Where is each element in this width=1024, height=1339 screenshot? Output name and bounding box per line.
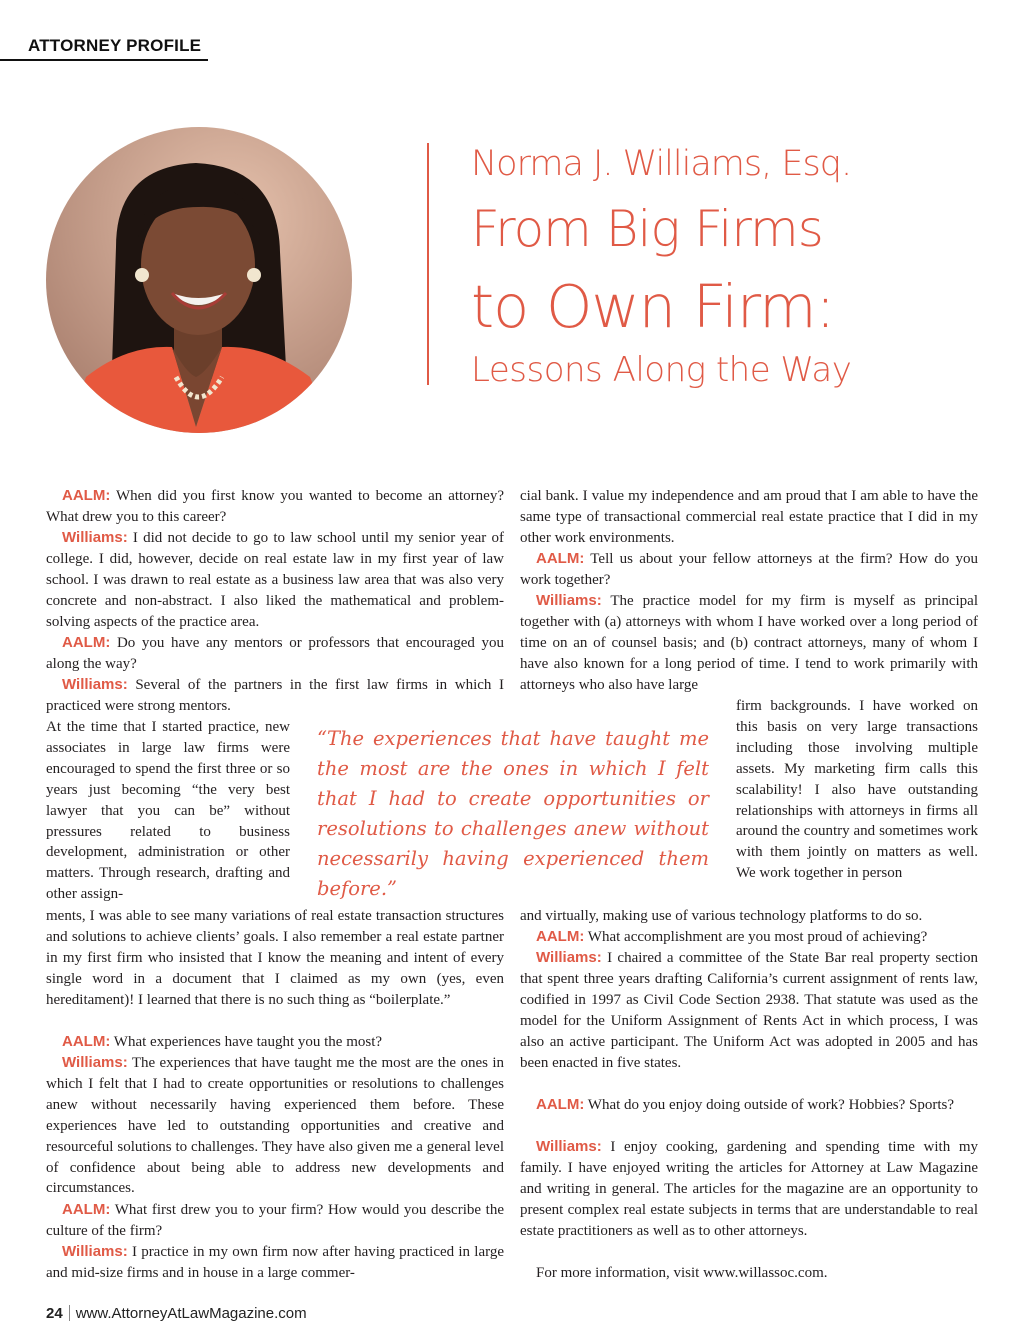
interview-paragraph [520,906,978,927]
interview-paragraph [46,528,504,633]
narrow-paragraph-right: firm backgrounds. I have worked on this basis on very large transactions including those involving multiple assets. My marketing firm calls this scalability! I also have outstanding relationships with attorneys in firms all around the country and sometimes work with them jointly on matters as well. We work together in person [736,698,978,882]
speaker-label: Williams: [62,676,128,693]
speaker-label: AALM: [536,550,585,567]
page-number: 24 [46,1305,63,1322]
interview-paragraph [520,549,978,591]
paragraph-text: What accomplishment are you most proud of achieving? [584,929,928,945]
speaker-label: AALM: [62,1201,111,1218]
speaker-label: Williams: [62,1054,128,1071]
speaker-label: Williams: [536,949,602,966]
interview-paragraph [46,906,504,1011]
paragraph-text: and virtually, making use of various technology platforms to do so. [520,908,923,924]
interview-paragraph [520,591,978,696]
interview-paragraph [46,1242,504,1284]
interview-paragraph [520,1095,978,1116]
attorney-portrait [46,127,352,433]
paragraph-text: ments, I was able to see many variations of real estate transaction structures and solutions to achieve clients’ goals. I also remember a real estate partner in my first firm who insisted that I know the meaning and intent of every single word in a document that I claimed as my own (yes, even hereditament)! I learned that there is no such thing as “boilerplate.” [46,908,504,1008]
section-rule [0,59,208,61]
title-divider [427,143,429,385]
paragraph-text: For more information, visit www.willassoc.com. [536,1265,828,1281]
paragraph-text: I practice in my own firm now after having practiced in large and mid-size firms and in house in a large commer- [46,1244,504,1281]
interview-paragraph [46,1200,504,1242]
interview-paragraph [46,633,504,675]
paragraph-text: When did you first know you wanted to become an attorney? What drew you to this career? [46,488,504,525]
paragraph-text: What do you enjoy doing outside of work? Hobbies? Sports? [584,1097,954,1113]
pull-quote: “The experiences that have taught me the most are the ones in which I felt that I had to create opportunities or resolutions to challenges anew without necessarily having experienced them before.” [317,727,709,900]
paragraph-text: What first drew you to your firm? How would you describe the culture of the firm? [46,1202,504,1239]
interview-paragraph [46,675,504,717]
headline-line-2: to Own Firm: [471,272,835,341]
speaker-label: AALM: [536,928,585,945]
interview-paragraph [520,927,978,948]
speaker-label: Williams: [536,1138,602,1155]
paragraph-text: cial bank. I value my independence and am proud that I am able to have the same type of transactional commercial real estate practice that I did in my other work environments. [520,488,978,546]
paragraph-text: The experiences that have taught me the most are the ones in which I felt that I had to create opportunities or resolutions to challenges anew without necessarily having experienced them before. These experiences have led to outstanding opportunities and creative and resourceful solutions to challenges. They have also given me a general level of confidence about being able to address new developments and circumstances. [46,1055,504,1197]
speaker-label: AALM: [62,487,111,504]
headline-line-1: From Big Firms [471,200,823,258]
interview-paragraph [520,1263,978,1284]
headline-subtitle: Lessons Along the Way [471,350,852,390]
paragraph-text: What experiences have taught you the most? [110,1034,383,1050]
narrow-paragraph-left: At the time that I started practice, new associates in large law firms were encouraged to spend the first three or so years just becoming “the very best lawyer that you can be” without pressures related to business development, administration or other matters. Through research, drafting and other assign- [46,719,290,903]
interview-paragraph [520,948,978,1073]
interview-paragraph [46,1032,504,1053]
paragraph-text: Tell us about your fellow attorneys at the firm? How do you work together? [520,551,978,588]
speaker-label: AALM: [62,1033,111,1050]
speaker-label: Williams: [62,1243,128,1260]
speaker-label: Williams: [62,529,128,546]
speaker-label: AALM: [62,634,111,651]
interview-paragraph [520,1137,978,1242]
speaker-label: Williams: [536,592,602,609]
footer-website: www.AttorneyAtLawMagazine.com [75,1305,307,1322]
paragraph-text: The practice model for my firm is myself as principal together with (a) attorneys with whom I have worked over a long period of time on an of counsel basis; and (b) contract attorneys, many of whom I have also known for a long period of time. I tend to work primarily with attorneys who also have large [520,593,978,693]
footer-divider [69,1305,70,1321]
section-label: ATTORNEY PROFILE [28,36,202,55]
paragraph-text: I did not decide to go to law school until my senior year of college. I did, however, decide on real estate law in my first year of law school. I was drawn to real estate as a business law area that was also very concrete and non-abstract. I also liked the mathematical and problem-solving aspects of the practice area. [46,530,504,630]
paragraph-text: I enjoy cooking, gardening and spending time with my family. I have enjoyed writing the articles for Attorney at Law Magazine and writing in general. The articles for the magazine are an opportunity to present complex real estate subjects in terms that are understandable to real estate practitioners as well as to other attorneys. [520,1139,978,1239]
paragraph-text: Do you have any mentors or professors that encouraged you along the way? [46,635,504,672]
attorney-name: Norma J. Williams, Esq. [471,144,852,184]
paragraph-text: Several of the partners in the first law firms in which I practiced were strong mentors. [46,677,504,714]
page-footer [46,1305,307,1322]
interview-paragraph [46,486,504,528]
interview-paragraph [520,486,978,549]
paragraph-text: I chaired a committee of the State Bar real property section that spent three years drafting California’s current assignment of rents law, codified in 1997 as Civil Code Section 2938. That statute was used as the model for the Uniform Assignment of Rents Act in which process, I was also an active participant. The Uniform Act was adopted in 2005 and has been enacted in five states. [520,950,978,1071]
speaker-label: AALM: [536,1096,585,1113]
interview-paragraph [46,1053,504,1199]
